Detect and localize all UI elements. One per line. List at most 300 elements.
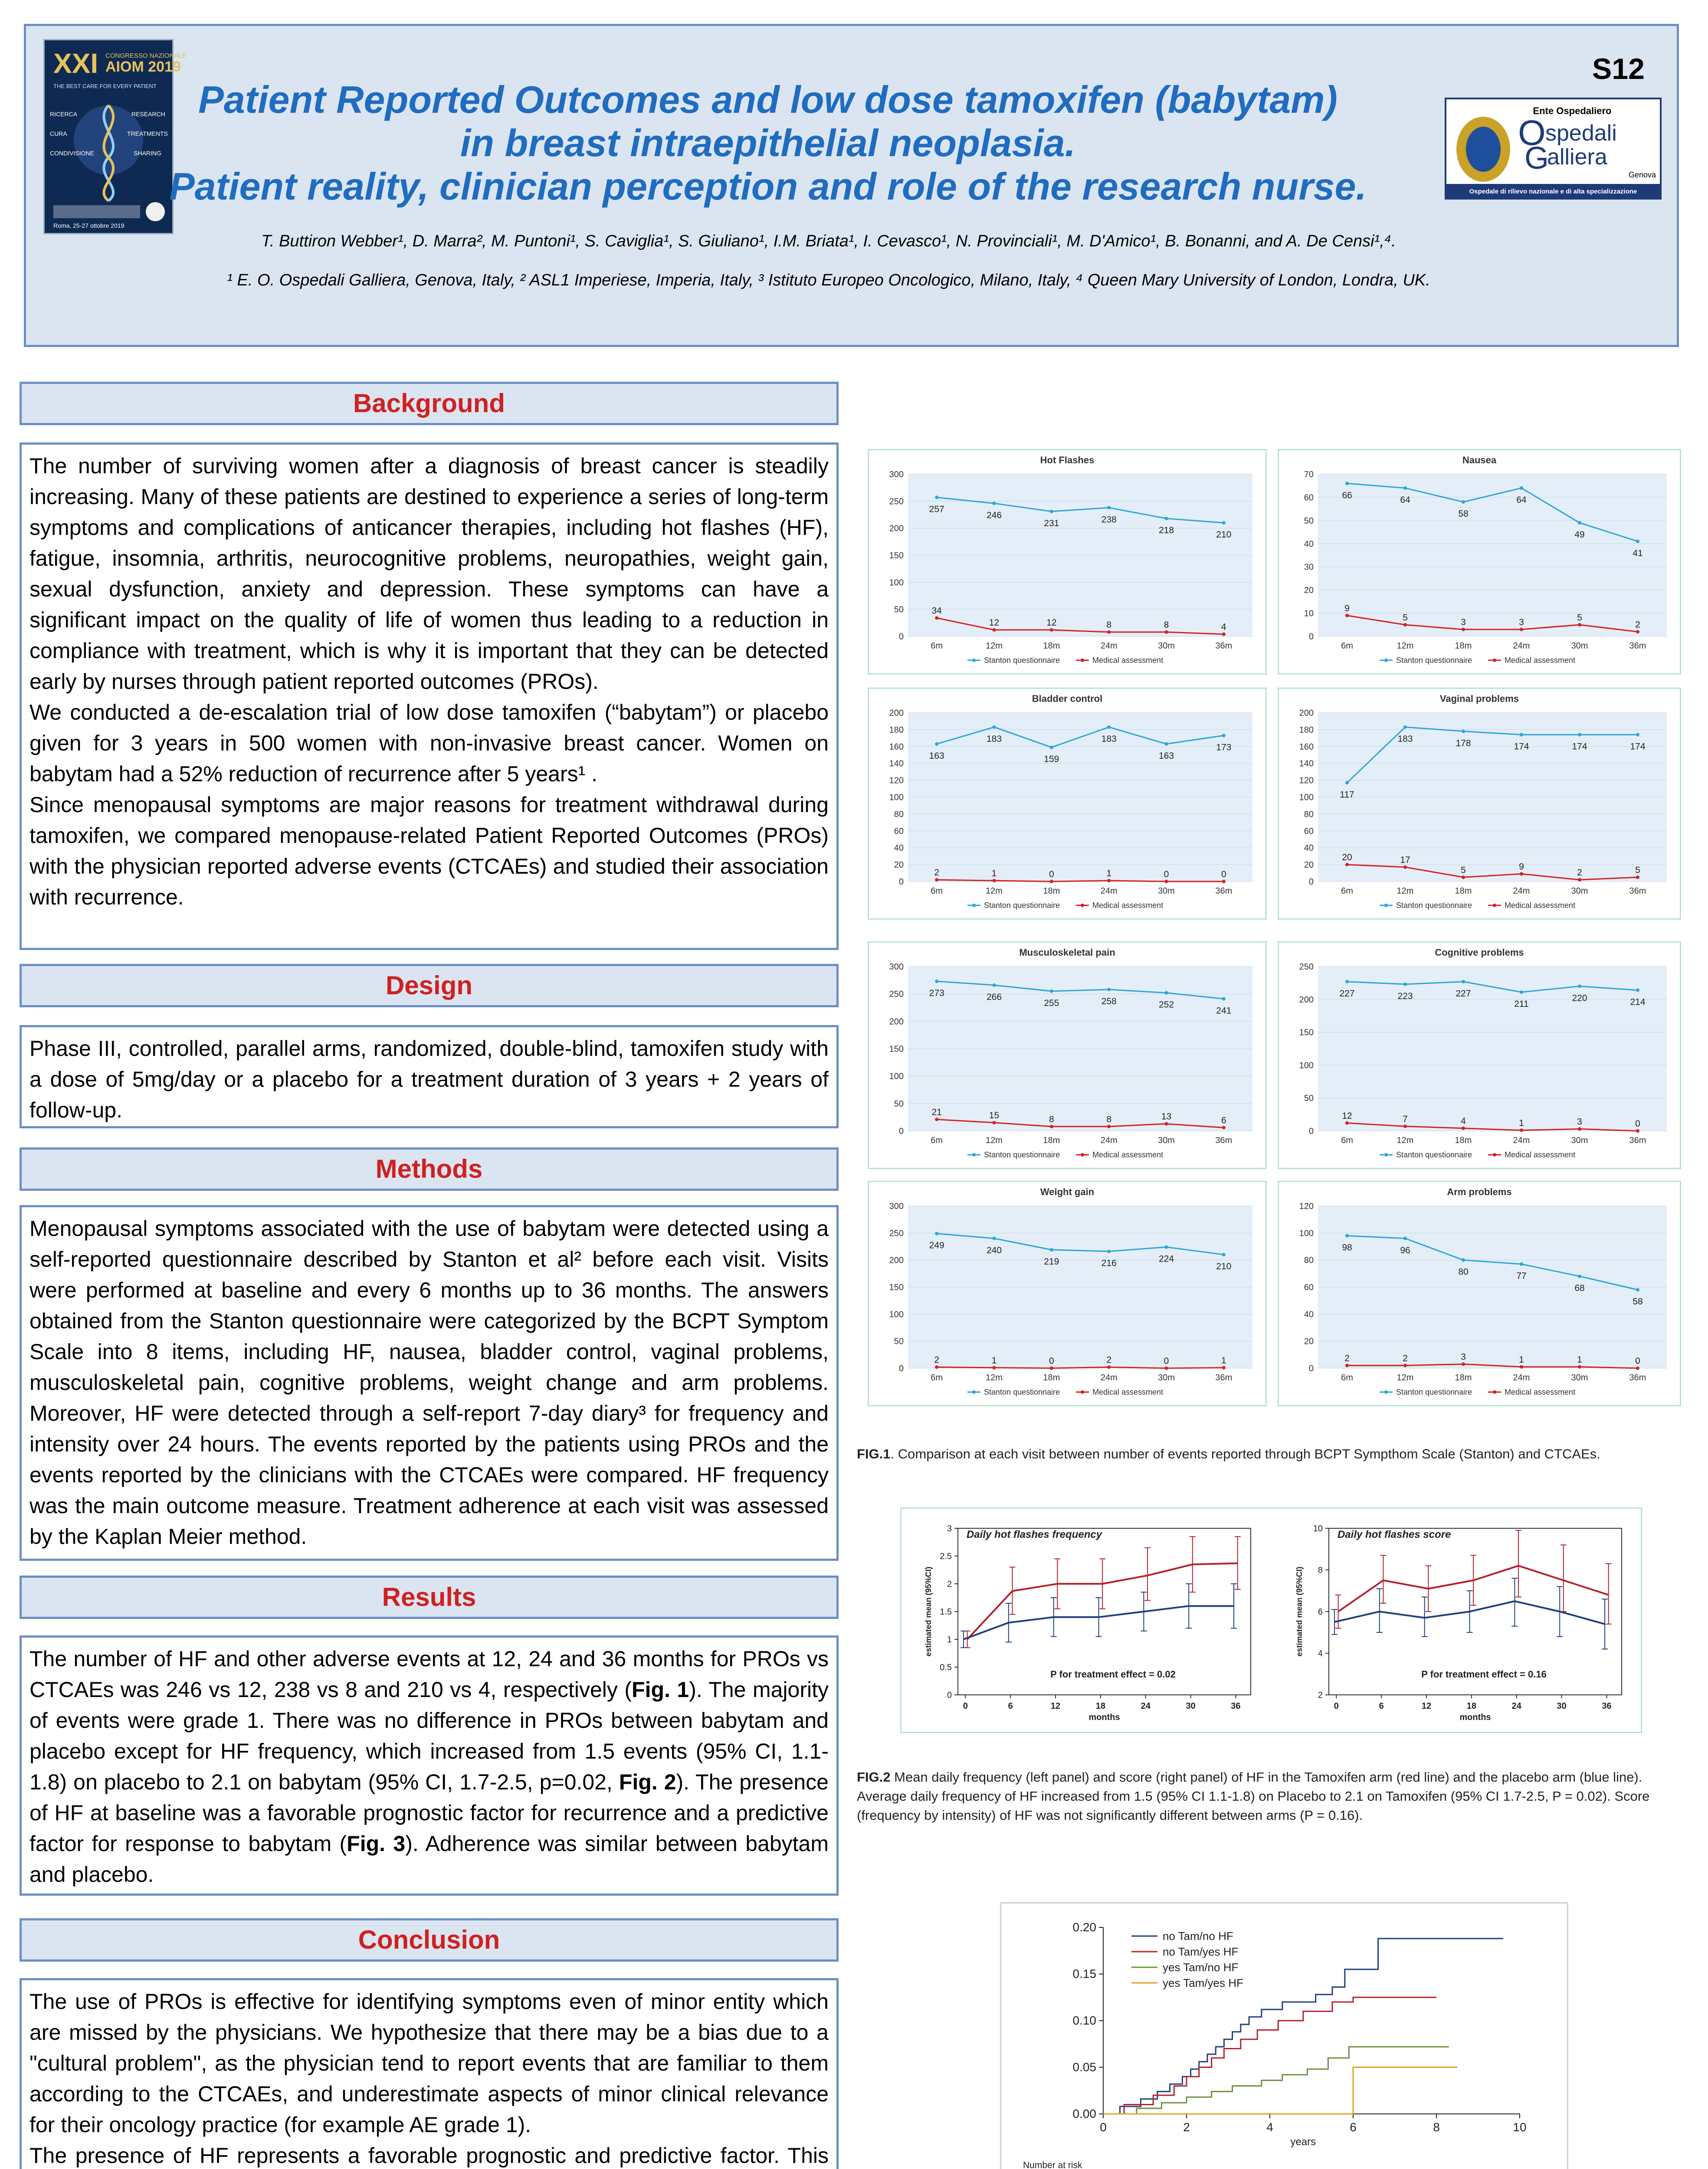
x-tick-label: 30 [1557, 1701, 1567, 1711]
y-tick-label: 300 [889, 470, 904, 479]
data-label: 66 [1342, 490, 1352, 501]
x-tick-label: 12m [986, 1373, 1003, 1383]
legend-marker [1081, 1390, 1084, 1394]
data-label: 220 [1572, 993, 1587, 1003]
data-point [1107, 988, 1111, 991]
bladder-control-chart [868, 688, 1267, 920]
chart-title: Weight gain [1040, 1186, 1095, 1197]
x-tick-label: 30m [1158, 1136, 1175, 1145]
design-paragraph: Phase III, controlled, parallel arms, randomized, double-blind, tamoxifen study with a dose of 5mg/day or a placebo for a treatment duration of 3 years + 2 years of follow-up. [30, 1036, 829, 1122]
logo-word: TREATMENTS [127, 130, 168, 137]
data-point [1107, 879, 1111, 882]
data-point [1403, 983, 1407, 986]
x-tick-label: 36m [1629, 1136, 1646, 1145]
fig2-panel [900, 1507, 1642, 1733]
fig1-caption [857, 1445, 1681, 1464]
data-label: 227 [1339, 988, 1355, 999]
y-tick-label: 0.20 [1072, 1920, 1096, 1934]
vaginal-problems-chart [1278, 688, 1681, 920]
y-tick-label: 10 [1304, 609, 1314, 619]
data-label: 1 [991, 868, 997, 879]
data-label: 15 [989, 1111, 1000, 1121]
legend-marker [1081, 659, 1084, 662]
data-label: 17 [1400, 855, 1410, 865]
x-tick-label: 36m [1629, 641, 1646, 651]
y-tick-label: 30 [1304, 562, 1314, 572]
legend-marker [1384, 1153, 1388, 1157]
y-tick-label: 100 [889, 1310, 904, 1320]
data-label: 255 [1044, 998, 1059, 1008]
chart-title: Hot Flashes [1040, 455, 1095, 465]
data-point [993, 501, 996, 505]
data-point [993, 1366, 996, 1370]
methods-heading: Methods [20, 1147, 839, 1191]
x-tick-label: 12m [986, 886, 1003, 896]
fig2-caption [857, 1768, 1681, 1825]
logo-city: Genova [1629, 170, 1656, 179]
results-paragraph [30, 1644, 829, 1890]
data-point [935, 1117, 938, 1121]
data-label: 214 [1630, 997, 1646, 1007]
legend-marker [972, 904, 976, 907]
y-tick-label: 100 [1299, 1229, 1314, 1238]
x-tick-label: 30m [1571, 1136, 1588, 1145]
data-label: 12 [1046, 618, 1057, 628]
data-label: 1 [1519, 1118, 1524, 1128]
data-label: 77 [1516, 1271, 1527, 1281]
data-label: 216 [1101, 1258, 1117, 1268]
y-tick-label: 250 [889, 989, 904, 999]
data-label: 49 [1574, 530, 1585, 540]
data-label: 20 [1342, 852, 1352, 863]
data-label: 9 [1519, 862, 1524, 872]
data-point [993, 879, 996, 882]
data-label: 5 [1635, 865, 1640, 875]
y-tick-label: 20 [1304, 586, 1314, 596]
data-point [1107, 725, 1111, 729]
data-point [1578, 733, 1581, 737]
x-tick-label: 6 [1379, 1701, 1384, 1711]
arm-problems-chart [1278, 1181, 1681, 1406]
data-label: 210 [1216, 530, 1232, 540]
y-tick-label: 3 [947, 1524, 952, 1533]
data-label: 3 [1519, 617, 1524, 627]
legend-marker [1493, 1153, 1496, 1157]
logo-footer: Roma, 25-27 ottobre 2019 [53, 222, 125, 229]
x-tick-label: 12m [1397, 641, 1414, 651]
legend-marker [972, 659, 976, 662]
background-paragraph-1: The number of surviving women after a diagnosis of breast cancer is steadily increasing. Many of these patients are destined to experience a series of long-term symptoms and complications of anticancer therapies, including hot flashes (HF), fatigue, insomnia, arthritis, neurocognitive problems, neuropathies, weight gain, sexual dysfunction, anxiety and depression. These symptoms can have a significant impact on the quality of life of women thus leading to a reduction in compliance with treatment, which is why it is important that they can be detected early by nurses through patient reported outcomes (PROs). [30, 454, 829, 694]
x-tick-label: 30m [1571, 886, 1588, 896]
data-point [935, 1232, 938, 1235]
legend-label: Stanton questionnaire [1396, 656, 1472, 665]
data-label: 2 [1106, 1355, 1112, 1365]
y-tick-label: 150 [889, 551, 904, 560]
x-tick-label: 12m [1397, 1136, 1414, 1145]
x-tick-label: 30m [1158, 886, 1175, 896]
x-tick-label: 12m [1397, 886, 1414, 896]
x-tick-label: 18m [1455, 641, 1472, 651]
data-point [1636, 733, 1639, 737]
data-point [1222, 521, 1226, 524]
musculoskeletal-pain-chart [868, 941, 1267, 1169]
logo-word: RICERCA [50, 111, 78, 118]
data-label: 12 [989, 618, 1000, 628]
data-point [1520, 1365, 1523, 1369]
coat-of-arms-shield-icon [1466, 127, 1501, 172]
y-tick-label: 200 [1299, 995, 1314, 1005]
data-label: 0 [1049, 869, 1054, 879]
x-tick-label: 30 [1186, 1701, 1196, 1711]
y-tick-label: 0 [1308, 1127, 1314, 1136]
x-tick-label: 24 [1511, 1701, 1521, 1711]
chart-title: Vaginal problems [1439, 693, 1519, 704]
galliera-logo [1445, 98, 1662, 200]
data-label: 258 [1101, 996, 1117, 1007]
x-tick-label: 36m [1629, 1373, 1646, 1383]
data-label: 173 [1216, 742, 1232, 753]
data-label: 183 [1101, 734, 1117, 744]
data-label: 1 [1577, 1354, 1582, 1365]
data-point [1222, 880, 1226, 883]
y-tick-label: 0 [1308, 1364, 1314, 1373]
data-label: 2 [1344, 1353, 1350, 1363]
y-tick-label: 2.5 [940, 1552, 952, 1561]
title-line-3: Patient reality, clinician perception and role of the research nurse. [169, 165, 1367, 208]
data-label: 2 [934, 1355, 940, 1365]
data-label: 210 [1216, 1261, 1232, 1272]
data-point [1107, 1125, 1111, 1128]
x-tick-label: 36m [1215, 1136, 1233, 1145]
legend-label: no Tam/no HF [1163, 1930, 1233, 1943]
legend-label: Stanton questionnaire [984, 1388, 1060, 1396]
y-tick-label: 80 [894, 809, 904, 819]
legend-marker [1081, 1153, 1084, 1157]
y-tick-label: 0.05 [1072, 2060, 1096, 2074]
x-tick-label: 18m [1455, 1136, 1472, 1145]
y-tick-label: 60 [1304, 493, 1314, 503]
data-point [993, 628, 996, 632]
data-point [1403, 623, 1407, 626]
data-point [1520, 733, 1523, 737]
logo-galliera: alliera [1547, 144, 1607, 170]
x-tick-label: 8 [1433, 2120, 1440, 2134]
legend-label: Stanton questionnaire [1396, 1388, 1472, 1396]
chart-title: Bladder control [1032, 693, 1103, 704]
data-point [935, 980, 938, 983]
data-label: 1 [1519, 1354, 1524, 1365]
data-label: 224 [1158, 1254, 1174, 1264]
logo-aiom: AIOM 2019 [105, 59, 181, 75]
data-point [1578, 1365, 1581, 1369]
data-point [993, 725, 996, 729]
y-tick-label: 300 [889, 962, 904, 972]
data-point [1578, 984, 1581, 988]
title-line-1: Patient Reported Outcomes and low dose tamoxifen (babytam) [198, 78, 1338, 121]
legend-marker [1493, 1390, 1496, 1394]
data-point [1345, 781, 1349, 784]
data-point [935, 1366, 938, 1369]
data-point [1462, 500, 1465, 504]
y-tick-label: 50 [894, 1099, 904, 1109]
data-point [1345, 980, 1349, 983]
fig2-label: FIG.2 [857, 1769, 891, 1785]
methods-body [20, 1205, 839, 1561]
x-tick-label: 6 [1008, 1701, 1013, 1711]
y-tick-label: 70 [1304, 470, 1314, 479]
chart-title: Arm problems [1447, 1186, 1512, 1197]
km-curve [1103, 1997, 1436, 2114]
y-tick-label: 80 [1304, 1255, 1314, 1265]
data-label: 8 [1164, 620, 1169, 630]
x-tick-label: 6m [931, 641, 943, 651]
x-tick-label: 0 [1334, 1701, 1339, 1711]
data-point [1107, 1366, 1111, 1369]
data-point [935, 742, 938, 746]
data-label: 13 [1161, 1111, 1172, 1122]
background-paragraph-2: We conducted a de-escalation trial of low dose tamoxifen (“babytam”) or placebo given for 3 years in 500 women with non-invasive breast cancer. Women on babytam had a 52% reduction of recurrence after 5 years¹ . [30, 700, 829, 786]
data-label: 178 [1456, 738, 1471, 748]
y-tick-label: 60 [894, 826, 904, 836]
x-tick-label: 24 [1141, 1701, 1151, 1711]
x-tick-label: 30m [1158, 1373, 1175, 1383]
data-point [1636, 1288, 1639, 1291]
legend-marker [1493, 904, 1496, 907]
y-tick-label: 150 [889, 1044, 904, 1054]
weight-gain-chart [868, 1181, 1267, 1406]
legend-marker [1384, 1390, 1388, 1394]
logo-ospedali: spedali [1545, 121, 1617, 146]
y-tick-label: 180 [889, 725, 904, 735]
x-tick-label: 36m [1215, 1373, 1233, 1383]
legend-marker [1384, 659, 1388, 662]
y-axis-label: estimated mean (95%CI) [1295, 1566, 1304, 1657]
legend-label: Medical assessment [1092, 656, 1164, 665]
data-point [1222, 1366, 1226, 1370]
background-body [20, 442, 839, 950]
data-point [1462, 980, 1465, 983]
x-tick-label: 18m [1455, 886, 1472, 896]
y-tick-label: 0.15 [1072, 1967, 1096, 1981]
data-label: 8 [1049, 1114, 1054, 1124]
data-point [1403, 865, 1407, 869]
y-tick-label: 50 [894, 1337, 904, 1347]
y-tick-label: 140 [889, 759, 904, 769]
x-tick-label: 24m [1100, 1373, 1118, 1383]
data-point [1520, 1128, 1523, 1132]
data-point [1462, 730, 1465, 733]
data-point [1345, 1121, 1349, 1125]
fig1-text: . Comparison at each visit between number of events reported through BCPT Sympthom Scale (Stanton) and CTCAEs. [890, 1446, 1600, 1461]
x-tick-label: 24m [1513, 1136, 1530, 1145]
data-point [1636, 1129, 1639, 1133]
data-label: 0 [1635, 1119, 1640, 1129]
data-point [1578, 623, 1581, 626]
y-tick-label: 10 [1313, 1524, 1323, 1533]
data-label: 174 [1572, 741, 1587, 752]
data-point [1107, 506, 1111, 509]
data-label: 5 [1577, 613, 1582, 623]
legend-label: Stanton questionnaire [984, 1150, 1060, 1159]
data-point [1107, 630, 1111, 634]
methods-paragraph: Menopausal symptoms associated with the use of babytam were detected using a self-reported questionnaire described by Stanton et al² before each visit. Visits were performed at baseline and every 6 months up to 36 months. The answers obtained from the Stanton questionnaire were categorized by the BCPT Symptom Scale into 8 items, including HF, nausea, bladder control, vaginal problems, musculoskeletal pain, cognitive problems, weight change and arm problems. Moreover, HF were detected through a self-report 7-day diary³ for frequency and intensity over 24 hours. The events reported by the patients using PROs and the events reported by the clinicians with the CTCAEs were compared. HF frequency was the main outcome measure. Treatment adherence at each visit was assessed by the Kaplan Meier method. [30, 1216, 829, 1549]
data-point [1050, 510, 1053, 513]
y-tick-label: 40 [1304, 539, 1314, 549]
y-tick-label: 160 [889, 742, 904, 752]
data-label: 159 [1044, 754, 1059, 764]
fig1-label: FIG.1 [857, 1446, 891, 1461]
risk-table-title: Number at risk [1023, 2160, 1082, 2169]
x-tick-label: 36m [1215, 886, 1233, 896]
data-label: 34 [931, 606, 942, 616]
data-point [1520, 1262, 1523, 1266]
data-point [1345, 614, 1349, 617]
data-label: 211 [1514, 999, 1529, 1009]
legend-label: Medical assessment [1505, 901, 1576, 910]
y-tick-label: 6 [1318, 1607, 1323, 1617]
y-axis-label: estimated mean (95%CI) [924, 1566, 933, 1657]
background-heading: Background [20, 382, 839, 425]
logo-initial-o: O [1518, 113, 1546, 153]
data-point [935, 496, 938, 499]
logo-word: CONDIVISIONE [50, 150, 94, 157]
data-label: 223 [1397, 991, 1413, 1001]
data-point [935, 616, 938, 620]
y-tick-label: 200 [889, 1255, 904, 1265]
data-point [1345, 1234, 1349, 1238]
y-tick-label: 120 [1299, 1202, 1314, 1211]
data-label: 163 [929, 750, 944, 761]
logo-xxi: XXI [53, 48, 98, 79]
x-tick-label: 12 [1050, 1701, 1061, 1711]
y-tick-label: 300 [889, 1202, 904, 1211]
y-tick-label: 60 [1304, 826, 1314, 836]
data-point [1165, 1122, 1168, 1126]
fig3-kaplan-meier-panel [1000, 1902, 1568, 2169]
y-tick-label: 60 [1304, 1283, 1314, 1292]
poster-code: S12 [1592, 52, 1645, 85]
data-label: 58 [1633, 1297, 1643, 1307]
legend-label: Medical assessment [1505, 1388, 1576, 1396]
x-tick-label: 18 [1095, 1701, 1105, 1711]
logo-tagline: Ospedale di rilievo nazionale e di alta specializzazione [1469, 188, 1637, 195]
nausea-chart [1278, 449, 1681, 675]
logo-initial-g: G [1524, 141, 1549, 176]
y-tick-label: 2 [1318, 1691, 1323, 1700]
logo-word: SHARING [134, 150, 161, 157]
conclusion-paragraph-2: The presence of HF represents a favorable prognostic and predictive factor. This [30, 2143, 829, 2168]
data-label: 240 [986, 1245, 1002, 1255]
data-label: 6 [1221, 1115, 1226, 1126]
data-label: 183 [1397, 734, 1413, 744]
colosseum-icon [53, 205, 140, 218]
data-label: 2 [1577, 868, 1582, 878]
results-heading: Results [20, 1576, 839, 1619]
x-tick-label: 6m [1341, 641, 1353, 651]
legend-label: Stanton questionnaire [984, 901, 1060, 910]
data-point [1165, 880, 1168, 883]
x-tick-label: 4 [1266, 2120, 1273, 2134]
x-tick-label: 6 [1350, 2120, 1357, 2134]
data-label: 1 [1106, 868, 1112, 879]
legend-label: yes Tam/no HF [1163, 1961, 1239, 1974]
y-tick-label: 40 [1304, 843, 1314, 853]
data-point [1520, 990, 1523, 994]
data-point [1403, 725, 1407, 729]
y-tick-label: 1 [947, 1635, 952, 1645]
km-curve [1103, 2047, 1449, 2114]
design-heading: Design [20, 964, 839, 1007]
data-label: 266 [986, 992, 1002, 1002]
y-tick-label: 0 [898, 1364, 904, 1373]
legend-marker [1493, 659, 1496, 662]
legend-label: no Tam/yes HF [1163, 1945, 1239, 1958]
y-tick-label: 1.5 [940, 1607, 952, 1617]
fig2-reference: Fig. 2 [619, 1770, 676, 1794]
x-tick-label: 18m [1043, 641, 1060, 651]
poster-title [165, 78, 1371, 208]
data-label: 0 [1221, 869, 1226, 879]
data-label: 8 [1106, 1114, 1112, 1124]
data-point [993, 983, 996, 987]
authors: T. Buttiron Webber¹, D. Marra², M. Puntoni¹, S. Caviglia¹, S. Giuliano¹, I.M. Briata¹, I. Cevasco¹, N. Provinciali¹, M. D'Amico¹, B. Bonanni, and A. De Censi¹,⁴. [261, 232, 1396, 250]
x-tick-label: 30m [1571, 1373, 1588, 1383]
data-label: 0 [1164, 869, 1169, 879]
data-label: 0 [1164, 1356, 1169, 1366]
x-tick-label: 6m [1341, 1136, 1353, 1145]
data-point [1107, 1250, 1111, 1253]
x-tick-label: 10 [1513, 2120, 1527, 2134]
data-point [1578, 1275, 1581, 1278]
data-point [1222, 734, 1226, 737]
x-tick-label: 24m [1100, 886, 1118, 896]
data-point [1403, 1237, 1407, 1240]
data-label: 5 [1461, 865, 1466, 875]
data-label: 96 [1400, 1245, 1410, 1255]
x-tick-label: 36 [1231, 1701, 1241, 1711]
data-label: 1 [991, 1355, 997, 1366]
data-label: 4 [1461, 1116, 1466, 1126]
km-curve [1103, 2067, 1457, 2114]
data-point [1462, 1363, 1465, 1366]
data-point [1403, 1124, 1407, 1128]
logo-ente: Ente Ospedaliero [1533, 105, 1612, 116]
data-point [993, 1121, 996, 1124]
y-tick-label: 120 [889, 776, 904, 786]
y-tick-label: 100 [1299, 1061, 1314, 1071]
y-tick-label: 40 [1304, 1310, 1314, 1320]
y-tick-label: 250 [889, 497, 904, 507]
y-tick-label: 200 [889, 708, 904, 718]
hot-flashes-chart [868, 449, 1267, 675]
x-tick-label: 30m [1571, 641, 1588, 651]
data-label: 174 [1630, 741, 1646, 752]
x-tick-label: 12m [986, 1136, 1003, 1145]
data-label: 8 [1106, 620, 1112, 630]
data-point [1050, 989, 1053, 993]
data-point [1520, 486, 1523, 490]
data-label: 1 [1221, 1355, 1226, 1366]
chart-title: Daily hot flashes frequency [967, 1529, 1102, 1540]
y-tick-label: 80 [1304, 809, 1314, 819]
data-point [1165, 742, 1168, 746]
data-label: 5 [1403, 613, 1408, 623]
data-label: 227 [1456, 988, 1471, 999]
data-label: 21 [931, 1107, 942, 1117]
y-tick-label: 250 [889, 1229, 904, 1238]
legend-marker [972, 1153, 976, 1157]
data-point [1578, 878, 1581, 881]
